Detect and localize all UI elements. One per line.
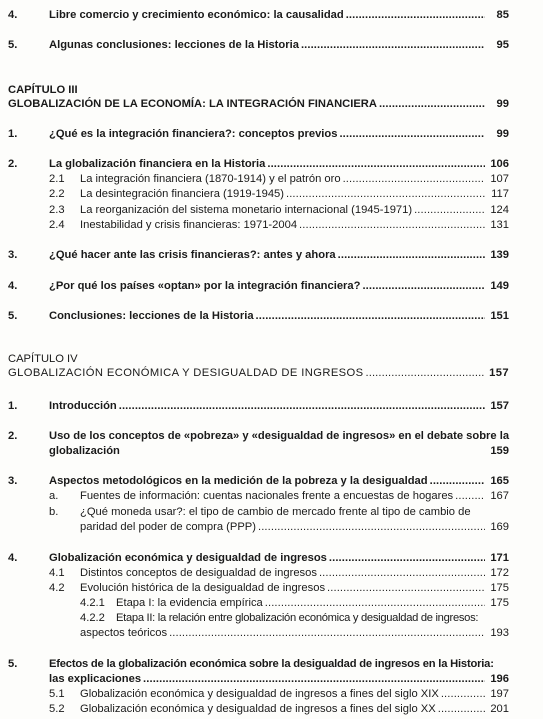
entry-number: 2.1 — [49, 173, 65, 185]
entry-title: La integración financiera (1870-1914) y el patrón oro — [80, 173, 341, 185]
entry-number: 1. — [8, 128, 18, 140]
leader-dots — [169, 626, 485, 640]
toc-entry — [49, 474, 509, 488]
entry-title: Fuentes de información: cuentas nacionales frente a encuestas de hogares — [80, 490, 454, 502]
entry-title: Globalización económica y desigualdad de ingresos a fines del siglo XIX — [80, 688, 439, 700]
toc-entry — [49, 551, 509, 565]
entry-title: ¿Qué es la integración financiera?: conceptos previos — [49, 128, 338, 140]
chapter-label: CAPÍTULO IV — [8, 353, 78, 365]
leader-dots — [329, 551, 485, 565]
entry-number: 4.2 — [49, 582, 65, 594]
entry-number: 5. — [8, 658, 18, 670]
entry-number: 4.1 — [49, 567, 65, 579]
entry-page: 171 — [490, 552, 509, 564]
leader-dots — [286, 187, 485, 201]
entry-number: 5.1 — [49, 688, 65, 700]
entry-page: 197 — [490, 688, 509, 700]
entry-page: 196 — [490, 673, 509, 685]
leader-dots — [346, 8, 485, 22]
entry-page: 167 — [490, 490, 509, 502]
entry-page: 157 — [490, 400, 509, 412]
entry-number: 2. — [8, 430, 18, 442]
entry-page: 169 — [490, 521, 509, 533]
entry-page: 151 — [490, 310, 509, 322]
entry-title: Globalización económica y desigualdad de ingresos a fines del siglo XX — [80, 703, 436, 715]
toc-entry — [49, 38, 509, 52]
entry-title: Uso de los conceptos de «pobreza» y «desigualdad de ingresos» en el debate sobre la — [49, 430, 510, 442]
toc-entry — [8, 97, 509, 111]
entry-page: 175 — [490, 597, 509, 609]
toc-entry — [49, 127, 509, 141]
leader-dots — [441, 687, 485, 701]
entry-page: 95 — [496, 39, 509, 51]
leader-dots — [414, 203, 485, 217]
leader-dots — [339, 127, 485, 141]
entry-page: 107 — [490, 173, 509, 185]
entry-title: Introducción — [49, 400, 117, 412]
toc-entry — [80, 203, 509, 217]
entry-title: Evolución histórica de la desigualdad de ingresos — [80, 582, 326, 594]
toc-entry — [80, 626, 509, 640]
entry-title: Conclusiones: lecciones de la Historia — [49, 310, 254, 322]
leader-dots — [143, 672, 485, 686]
toc-entry — [49, 672, 509, 686]
entry-page: 157 — [489, 367, 509, 379]
entry-page: 85 — [496, 9, 509, 21]
entry-number: 2.3 — [49, 204, 65, 216]
toc-entry — [8, 366, 509, 380]
entry-number: 5. — [8, 310, 18, 322]
entry-title-cont: las explicaciones — [49, 673, 142, 685]
entry-number: a. — [49, 490, 59, 502]
entry-title: Aspectos metodológicos en la medición de la pobreza y la desigualdad — [49, 475, 428, 487]
toc-entry — [80, 489, 509, 503]
entry-page: 99 — [496, 128, 509, 140]
leader-dots — [362, 279, 485, 293]
entry-title: Algunas conclusiones: lecciones de la Historia — [49, 39, 299, 51]
leader-dots — [267, 157, 485, 171]
toc-entry — [80, 687, 509, 701]
toc-entry — [116, 596, 509, 610]
toc-entry — [80, 581, 509, 595]
toc-entry — [80, 520, 509, 534]
entry-title: Distintos conceptos de desigualdad de ingresos — [80, 567, 317, 579]
toc-entry — [49, 248, 509, 262]
entry-number: 5. — [8, 39, 18, 51]
chapter-title: GLOBALIZACIÓN ECONÓMICA Y DESIGUALDAD DE INGRESOS — [8, 367, 364, 379]
toc-entry — [49, 399, 509, 413]
leader-dots — [438, 702, 485, 716]
toc-entry — [80, 702, 509, 716]
entry-page: 165 — [490, 475, 509, 487]
entry-title: ¿Qué hacer ante las crisis financieras?: antes y ahora — [49, 249, 336, 261]
toc-entry — [49, 157, 509, 171]
entry-title: Libre comercio y crecimiento económico: la causalidad — [49, 9, 344, 21]
leader-dots — [366, 366, 485, 380]
entry-title-cont: globalización — [49, 445, 120, 457]
entry-page: 149 — [490, 280, 509, 292]
entry-title: Etapa II: la relación entre globalización económica y desigualdad de ingresos: — [116, 612, 479, 624]
leader-dots — [327, 581, 485, 595]
leader-dots — [256, 309, 485, 323]
entry-page: 99 — [496, 98, 509, 110]
toc-entry — [49, 309, 509, 323]
leader-dots — [338, 248, 485, 262]
leader-dots — [379, 97, 485, 111]
toc-entry — [80, 187, 509, 201]
entry-title: ¿Qué moneda usar?: el tipo de cambio de mercado frente al tipo de cambio de — [80, 506, 471, 518]
entry-number: 2.2 — [49, 188, 65, 200]
leader-dots — [455, 489, 485, 503]
entry-number: 1. — [8, 400, 18, 412]
entry-number: 4. — [8, 552, 18, 564]
entry-page: 201 — [490, 703, 509, 715]
entry-title: La reorganización del sistema monetario internacional (1945-1971) — [80, 204, 413, 216]
entry-number: b. — [49, 506, 59, 518]
entry-title: Etapa I: la evidencia empírica — [116, 597, 263, 609]
toc-entry — [49, 8, 509, 22]
entry-title: La globalización financiera en la Historia — [49, 158, 266, 170]
entry-page: 159 — [490, 445, 509, 457]
leader-dots — [265, 596, 485, 610]
toc-entry — [49, 444, 509, 458]
leader-dots — [299, 218, 485, 232]
entry-title-cont: paridad del poder de compra (PPP) — [80, 521, 256, 533]
entry-title: Globalización económica y desigualdad de ingresos — [49, 552, 327, 564]
entry-page: 124 — [490, 204, 509, 216]
entry-page: 117 — [491, 188, 509, 200]
entry-title: La desintegración financiera (1919-1945) — [80, 188, 284, 200]
entry-page: 193 — [490, 627, 509, 639]
leader-dots — [258, 520, 485, 534]
entry-title: ¿Por qué los países «optan» por la integración financiera? — [49, 280, 361, 292]
entry-number: 4. — [8, 280, 18, 292]
entry-number: 2. — [8, 158, 18, 170]
entry-title-cont: aspectos teóricos — [80, 627, 168, 639]
leader-dots — [301, 38, 485, 52]
entry-page: 172 — [490, 567, 509, 579]
toc-entry — [80, 218, 509, 232]
toc-entry — [80, 566, 509, 580]
entry-page: 139 — [490, 249, 509, 261]
entry-page: 106 — [490, 158, 509, 170]
leader-dots — [119, 399, 485, 413]
leader-dots — [343, 172, 485, 186]
entry-number: 3. — [8, 475, 18, 487]
entry-number: 4.2.2 — [80, 612, 105, 624]
chapter-label: CAPÍTULO III — [8, 84, 78, 96]
chapter-title: GLOBALIZACIÓN DE LA ECONOMÍA: LA INTEGRACIÓN FINANCIERA — [8, 98, 377, 110]
toc-entry — [80, 172, 509, 186]
entry-page: 175 — [490, 582, 509, 594]
entry-page: 131 — [490, 219, 509, 231]
leader-dots — [430, 474, 485, 488]
entry-number: 3. — [8, 249, 18, 261]
entry-number: 5.2 — [49, 703, 65, 715]
entry-number: 2.4 — [49, 219, 65, 231]
entry-number: 4.2.1 — [80, 597, 105, 609]
entry-title: Efectos de la globalización económica sobre la desigualdad de ingresos en la Historia: — [49, 658, 494, 670]
leader-dots — [319, 566, 485, 580]
toc-entry — [49, 279, 509, 293]
entry-number: 4. — [8, 9, 18, 21]
entry-title: Inestabilidad y crisis financieras: 1971-2004 — [80, 219, 298, 231]
